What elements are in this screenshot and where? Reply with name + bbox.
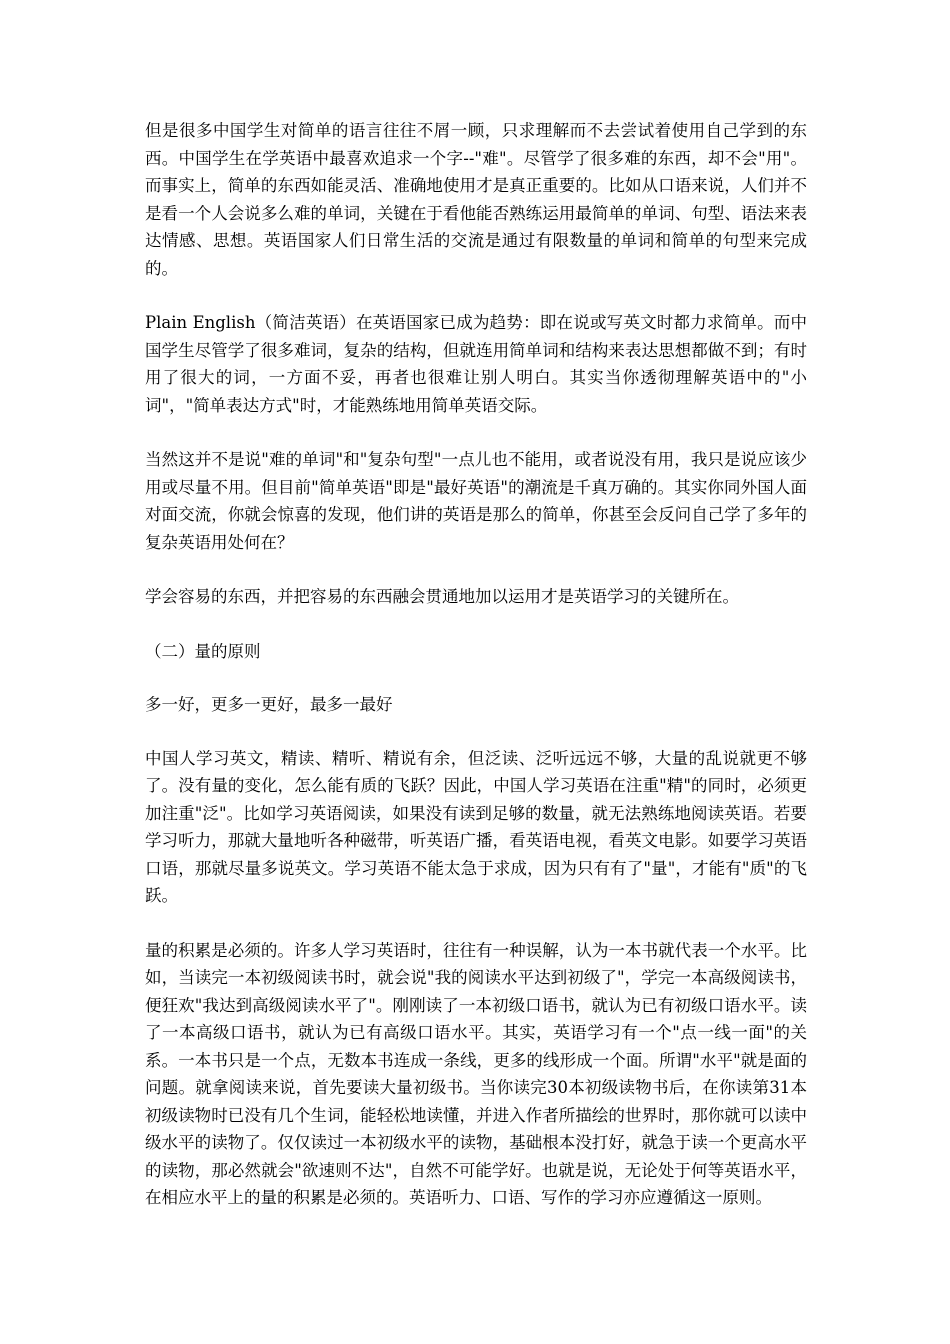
paragraph-key-to-learning: 学会容易的东西，并把容易的东西融会贯通地加以运用才是英语学习的关键所在。 xyxy=(145,587,739,606)
document-body xyxy=(145,117,807,1239)
paragraph-simple-english-trend: 当然这并不是说"难的单词"和"复杂句型"一点儿也不能用，或者说没有用，我只是说应该少用或尽量不用。但目前"简单英语"即是"最好英语"的潮流是千真万确的。其实你同外国人面对面交流，你就会惊喜的发现，他们讲的英语是那么的简单，你甚至会反问自己学了多年的复杂英语用处何在？ xyxy=(145,450,807,552)
paragraph-plain-english: Plain English（简洁英语）在英语国家已成为趋势：即在说或写英文时都力求简单。而中国学生尽管学了很多难词，复杂的结构，但就连用简单词和结构来表达思想都做不到；有时用了很大的词，一方面不妥，再者也很难让别人明白。其实当你透彻理解英语中的"小词"，"简单表达方式"时，才能熟练地用简单英语交际。 xyxy=(145,313,807,415)
paragraph-quantity-extensive: 中国人学习英文，精读、精听、精说有余，但泛读、泛听远远不够，大量的乱说就更不够了。没有量的变化，怎么能有质的飞跃？因此，中国人学习英语在注重"精"的同时，必须更加注重"泛"。比如学习英语阅读，如果没有读到足够的数量，就无法熟练地阅读英语。若要学习听力，那就大量地听各种磁带，听英语广播，看英语电视，看英文电影。如要学习英语口语，那就尽量多说英文。学习英语不能太急于求成，因为只有有了"量"，才能有"质"的飞跃。 xyxy=(145,748,807,905)
section-motto: 多一好，更多一更好，最多一最好 xyxy=(145,695,393,714)
paragraph-quantity-accumulation: 量的积累是必须的。许多人学习英语时，往往有一种误解，认为一本书就代表一个水平。比如，当读完一本初级阅读书时，就会说"我的阅读水平达到初级了"，学完一本高级阅读书，便狂欢"我达到高级阅读水平了"。刚刚读了一本初级口语书，就认为已有初级口语水平。读了一本高级口语书，就认为已有高级口语水平。其实，英语学习有一个"点一线一面"的关系。一本书只是一个点，无数本书连成一条线，更多的线形成一个面。所谓"水平"就是面的问题。就拿阅读来说，首先要读大量初级书。当你读完30本初级读物书后，在你读第31本初级读物时已没有几个生词，能轻松地读懂，并进入作者所描绘的世界时，那你就可以读中级水平的读物了。仅仅读过一本初级水平的读物，基础根本没打好，就急于读一个更高水平的读物，那必然就会"欲速则不达"，自然不可能学好。也就是说，无论处于何等英语水平，在相应水平上的量的积累是必须的。英语听力、口语、写作的学习亦应遵循这一原则。 xyxy=(145,940,807,1207)
section-heading: （二）量的原则 xyxy=(145,641,261,661)
paragraph-simple-language: 但是很多中国学生对简单的语言往往不屑一顾，只求理解而不去尝试着使用自己学到的东西。中国学生在学英语中最喜欢追求一个字--"难"。尽管学了很多难的东西，却不会"用"。而事实上，简单的东西如能灵活、准确地使用才是真正重要的。比如从口语来说，人们并不是看一个人会说多么难的单词，关键在于看他能否熟练运用最简单的单词、句型、语法来表达情感、思想。英语国家人们日常生活的交流是通过有限数量的单词和简单的句型来完成的。 xyxy=(145,121,807,278)
